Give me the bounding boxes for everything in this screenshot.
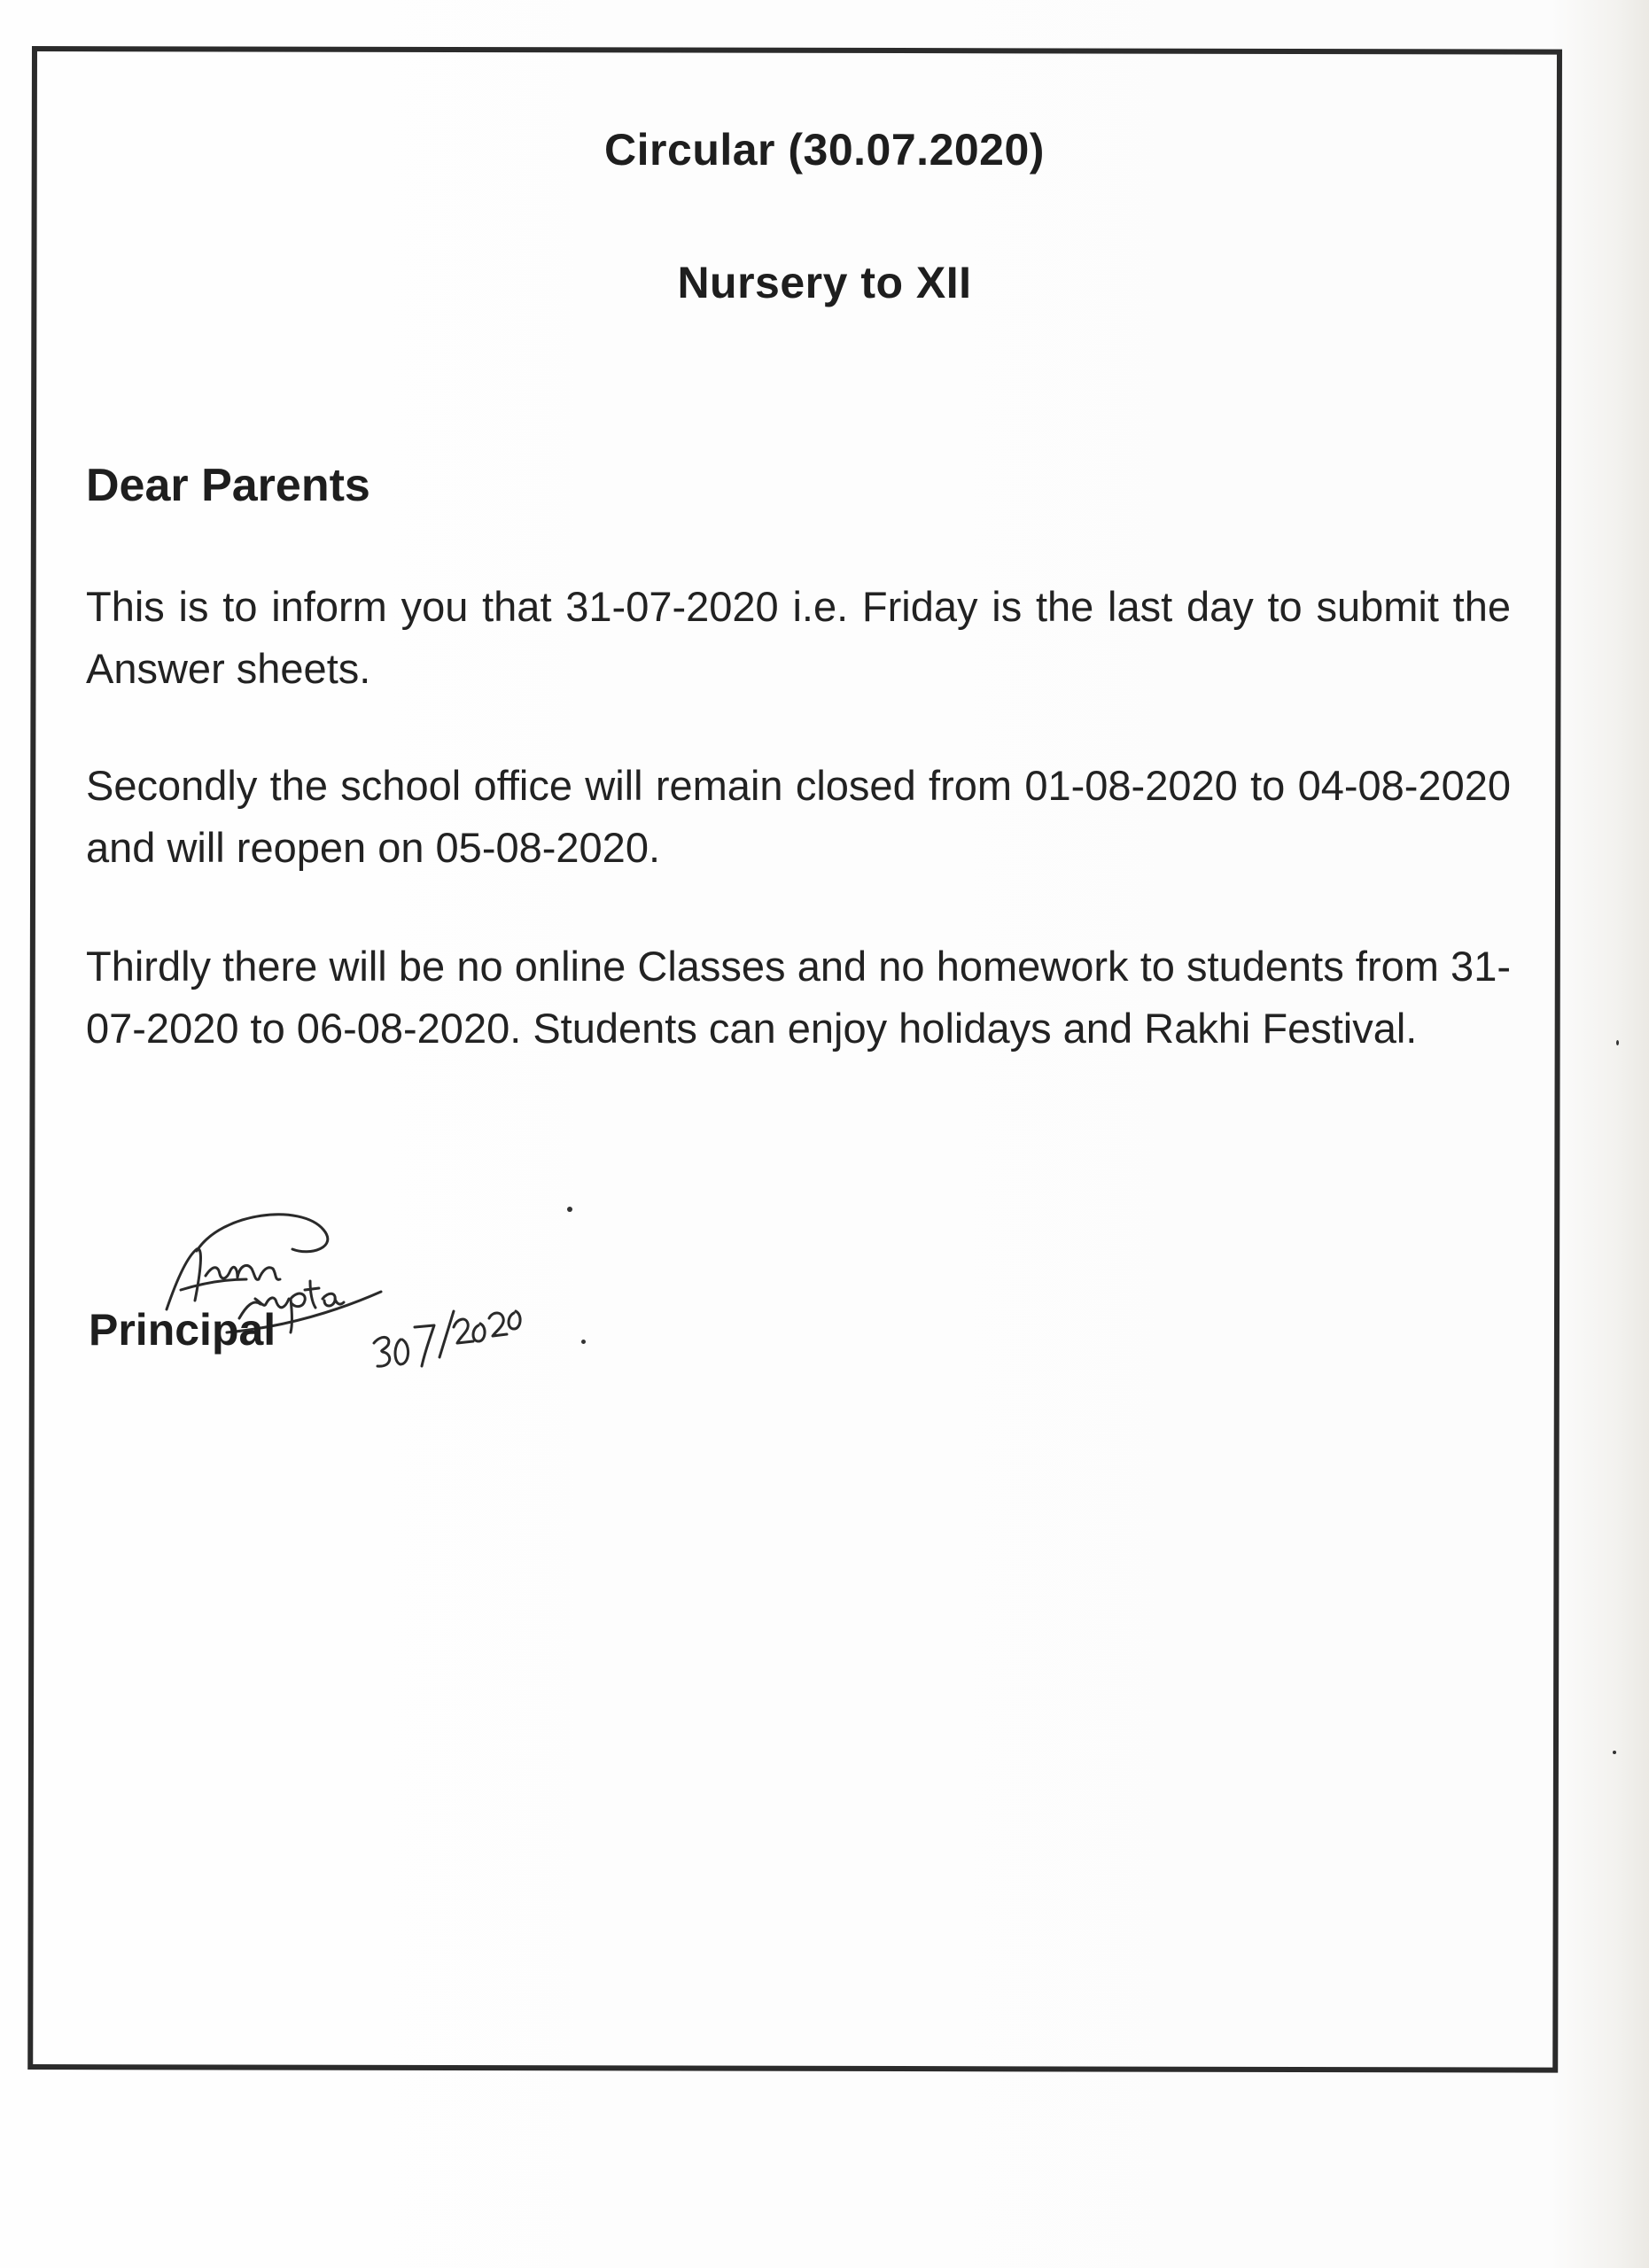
signatory-label: Principal [89,1305,276,1355]
paragraph-office-closure: Secondly the school office will remain closed from 01-08-2020 to 04-08-2020 and will reopen on 05-08-2020. [86,762,1511,871]
paragraph-answer-sheets: This is to inform you that 31-07-2020 i.e. Friday is the last day to submit the Answer sheets. [86,583,1511,692]
circular-title: Circular (30.07.2020) [604,125,1045,175]
scan-speck [581,1340,586,1344]
scan-speck [1613,1751,1616,1754]
scan-speck [1616,1040,1619,1045]
salutation: Dear Parents [86,460,370,511]
paragraph-holidays: Thirdly there will be no online Classes and no homework to students from 31-07-2020 to 06-08-2020. Students can enjoy holidays and Rakhi Festival. [86,943,1511,1052]
handwritten-signature [142,1194,532,1389]
class-range-subtitle: Nursery to XII [677,258,972,307]
scan-speck [567,1207,572,1212]
